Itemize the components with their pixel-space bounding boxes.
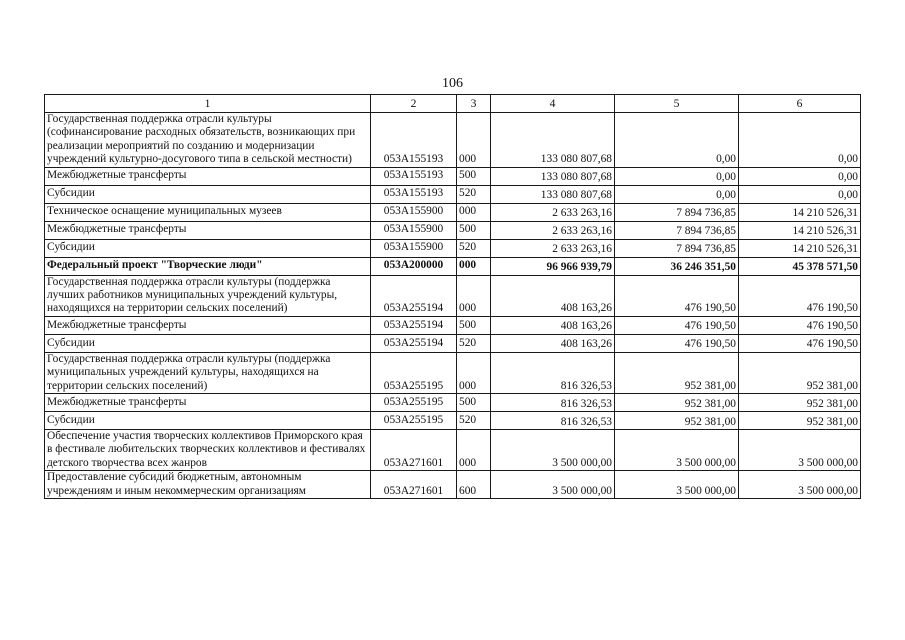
- row-value-col5: 0,00: [615, 167, 739, 185]
- row-name-cell: Предоставление субсидий бюджетным, автономным учреждениям и иным некоммерческим организациям: [45, 471, 371, 499]
- table-row: [45, 471, 861, 499]
- row-code-cell: 053A255195: [371, 412, 457, 430]
- table-row: [45, 430, 861, 471]
- row-value-col4: 3 500 000,00: [491, 471, 615, 499]
- row-value-col4: 816 326,53: [491, 394, 615, 412]
- row-name-cell: Обеспечение участия творческих коллективов Приморского края в фестивале любительских творческих коллективов и фестивалях детского творчества всех жанров: [45, 430, 371, 471]
- column-header: 2: [371, 95, 457, 113]
- row-type-cell: 000: [457, 352, 491, 393]
- row-code-cell: 053A255194: [371, 316, 457, 334]
- row-value-col6: 14 210 526,31: [739, 239, 861, 257]
- row-value-col6: 0,00: [739, 185, 861, 203]
- row-value-col5: 36 246 351,50: [615, 257, 739, 275]
- row-value-col5: 3 500 000,00: [615, 471, 739, 499]
- row-value-col4: 3 500 000,00: [491, 430, 615, 471]
- row-type-cell: 000: [457, 430, 491, 471]
- row-value-col5: 3 500 000,00: [615, 430, 739, 471]
- row-code-cell: 053A255194: [371, 275, 457, 316]
- table-row: [45, 239, 861, 257]
- row-name-cell: Межбюджетные трансферты: [45, 167, 371, 185]
- row-value-col6: 952 381,00: [739, 394, 861, 412]
- row-code-cell: 053A155193: [371, 185, 457, 203]
- row-name-cell: Межбюджетные трансферты: [45, 221, 371, 239]
- row-type-cell: 000: [457, 275, 491, 316]
- row-value-col6: 14 210 526,31: [739, 203, 861, 221]
- row-value-col6: 14 210 526,31: [739, 221, 861, 239]
- row-value-col6: 3 500 000,00: [739, 430, 861, 471]
- row-value-col4: 408 163,26: [491, 316, 615, 334]
- row-value-col4: 816 326,53: [491, 352, 615, 393]
- column-header: 1: [45, 95, 371, 113]
- row-value-col6: 0,00: [739, 113, 861, 168]
- row-name-cell: Государственная поддержка отрасли культуры (поддержка муниципальных учреждений культуры, находящихся на территории сельских поселений): [45, 352, 371, 393]
- table-row: [45, 257, 861, 275]
- table-header-row: [45, 95, 861, 113]
- row-name-cell: Государственная поддержка отрасли культуры (софинансирование расходных обязательств, возникающих при реализации мероприятий по созданию и модернизации учреждений культурно-досугового типа в сельской местности): [45, 113, 371, 168]
- row-code-cell: 053A271601: [371, 471, 457, 499]
- row-value-col6: 45 378 571,50: [739, 257, 861, 275]
- row-code-cell: 053A255195: [371, 352, 457, 393]
- row-value-col5: 0,00: [615, 113, 739, 168]
- table-row: [45, 185, 861, 203]
- table-body: [45, 113, 861, 499]
- column-header: 3: [457, 95, 491, 113]
- row-code-cell: 053A155900: [371, 203, 457, 221]
- table-row: [45, 412, 861, 430]
- row-value-col4: 408 163,26: [491, 275, 615, 316]
- row-name-cell: Субсидии: [45, 239, 371, 257]
- row-name-cell: Межбюджетные трансферты: [45, 316, 371, 334]
- row-type-cell: 520: [457, 412, 491, 430]
- row-type-cell: 520: [457, 239, 491, 257]
- page-number: 106: [442, 76, 463, 91]
- table-row: [45, 334, 861, 352]
- row-value-col6: 476 190,50: [739, 334, 861, 352]
- row-type-cell: 000: [457, 203, 491, 221]
- row-name-cell: Государственная поддержка отрасли культуры (поддержка лучших работников муниципальных учреждений культуры, находящихся на территории сельских поселений): [45, 275, 371, 316]
- row-type-cell: 500: [457, 221, 491, 239]
- table-row: [45, 316, 861, 334]
- column-header: 6: [739, 95, 861, 113]
- row-code-cell: 053A155900: [371, 239, 457, 257]
- row-type-cell: 000: [457, 113, 491, 168]
- row-value-col4: 133 080 807,68: [491, 167, 615, 185]
- row-name-cell: Субсидии: [45, 412, 371, 430]
- row-value-col4: 2 633 263,16: [491, 203, 615, 221]
- row-value-col4: 2 633 263,16: [491, 239, 615, 257]
- row-value-col5: 7 894 736,85: [615, 221, 739, 239]
- table-row: [45, 394, 861, 412]
- row-value-col6: 952 381,00: [739, 352, 861, 393]
- row-code-cell: 053A271601: [371, 430, 457, 471]
- row-name-cell: Техническое оснащение муниципальных музеев: [45, 203, 371, 221]
- row-code-cell: 053A200000: [371, 257, 457, 275]
- row-type-cell: 520: [457, 185, 491, 203]
- table-row: [45, 352, 861, 393]
- column-header: 4: [491, 95, 615, 113]
- table-row: [45, 221, 861, 239]
- budget-table: [44, 94, 861, 499]
- row-value-col6: 476 190,50: [739, 316, 861, 334]
- row-value-col5: 952 381,00: [615, 394, 739, 412]
- row-code-cell: 053A155193: [371, 113, 457, 168]
- row-value-col4: 408 163,26: [491, 334, 615, 352]
- table-row: [45, 113, 861, 168]
- row-code-cell: 053A155900: [371, 221, 457, 239]
- row-name-cell: Федеральный проект "Творческие люди": [45, 257, 371, 275]
- row-type-cell: 000: [457, 257, 491, 275]
- row-value-col5: 952 381,00: [615, 352, 739, 393]
- row-value-col4: 816 326,53: [491, 412, 615, 430]
- table-row: [45, 167, 861, 185]
- table-row: [45, 203, 861, 221]
- row-value-col5: 476 190,50: [615, 334, 739, 352]
- row-name-cell: Межбюджетные трансферты: [45, 394, 371, 412]
- row-type-cell: 520: [457, 334, 491, 352]
- row-name-cell: Субсидии: [45, 185, 371, 203]
- row-value-col5: 476 190,50: [615, 316, 739, 334]
- row-value-col4: 133 080 807,68: [491, 185, 615, 203]
- row-value-col5: 0,00: [615, 185, 739, 203]
- row-value-col4: 2 633 263,16: [491, 221, 615, 239]
- row-value-col5: 476 190,50: [615, 275, 739, 316]
- row-code-cell: 053A255195: [371, 394, 457, 412]
- row-name-cell: Субсидии: [45, 334, 371, 352]
- row-value-col6: 952 381,00: [739, 412, 861, 430]
- row-type-cell: 600: [457, 471, 491, 499]
- row-type-cell: 500: [457, 316, 491, 334]
- column-header: 5: [615, 95, 739, 113]
- row-code-cell: 053A255194: [371, 334, 457, 352]
- table-row: [45, 275, 861, 316]
- row-type-cell: 500: [457, 394, 491, 412]
- row-value-col4: 133 080 807,68: [491, 113, 615, 168]
- row-value-col6: 0,00: [739, 167, 861, 185]
- row-code-cell: 053A155193: [371, 167, 457, 185]
- row-type-cell: 500: [457, 167, 491, 185]
- row-value-col6: 476 190,50: [739, 275, 861, 316]
- row-value-col6: 3 500 000,00: [739, 471, 861, 499]
- row-value-col5: 7 894 736,85: [615, 239, 739, 257]
- row-value-col5: 952 381,00: [615, 412, 739, 430]
- row-value-col5: 7 894 736,85: [615, 203, 739, 221]
- row-value-col4: 96 966 939,79: [491, 257, 615, 275]
